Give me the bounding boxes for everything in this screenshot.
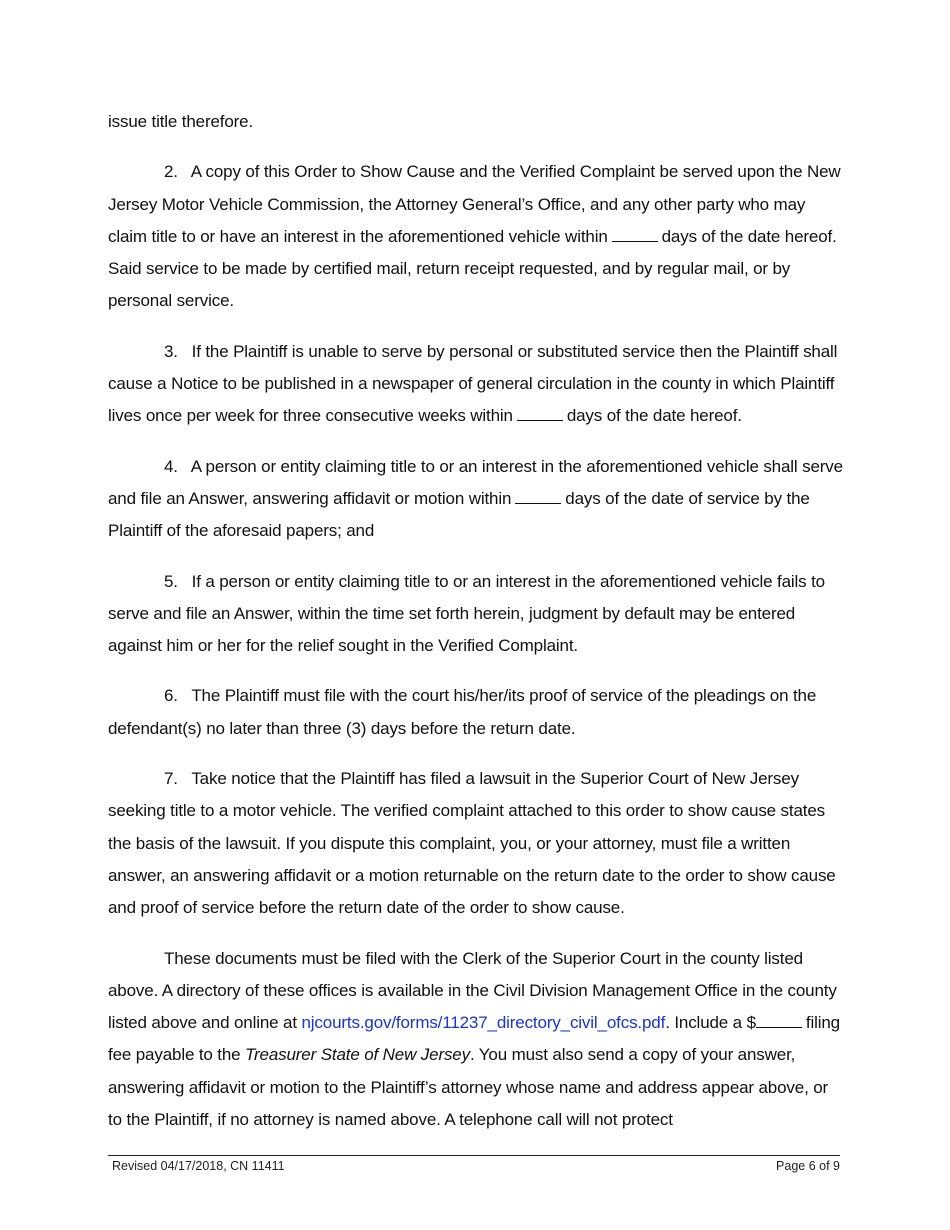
paragraph-text: filing fee payable to the [108,1013,840,1065]
paragraph-text: These documents must be filed with the Clerk of the Superior Court in the county listed above. A directory of these offices is available in the Civil Division Management Office in the county listed above and online at [108,948,837,1033]
paragraph-6 [108,680,846,745]
dollar-sign: $ [746,1013,756,1033]
footer-revision: Revised 04/17/2018, CN 11411 [112,1159,285,1173]
paragraph-text: If a person or entity claiming title to or an interest in the aforementioned vehicle fails to serve and file an Answer, within the time set forth herein, judgment by default may be entered against him or her for the relief sought in the Verified Complaint. [108,571,825,656]
paragraph-text: The Plaintiff must file with the court his/her/its proof of service of the pleadings on the defendant(s) no later than three (3) days before the return date. [108,686,817,738]
footer-page-number: Page 6 of 9 [776,1159,840,1173]
paragraph-number: 4. [164,456,178,476]
fee-blank-field[interactable] [756,1011,802,1028]
paragraph-7 [108,763,846,924]
paragraph-3 [108,336,846,433]
paragraph-5 [108,566,846,663]
treasurer-text: Treasurer State of New Jersey [245,1045,470,1065]
paragraph-number: 6. [164,686,178,706]
days-blank-field[interactable] [517,404,563,421]
filing-instructions-paragraph [108,943,846,1137]
paragraph-2 [108,156,846,317]
days-blank-field[interactable] [515,487,561,504]
document-body [108,106,846,1154]
paragraph-text: days of the date hereof. Said service to be made by certified mail, return receipt requested, and by regular mail, or by personal service. [108,226,837,311]
paragraph-text: Take notice that the Plaintiff has filed a lawsuit in the Superior Court of New Jersey seeking title to a motor vehicle. The verified complaint attached to this order to show cause states the basis of the lawsuit. If you dispute this complaint, you, or your attorney, must file a written answer, an answering affidavit or a motion returnable on the return date to the order to show cause and proof of service before the return date of the order to show cause. [108,769,836,918]
intro-line: issue title therefore. [108,112,254,131]
paragraph-text: A person or entity claiming title to or an interest in the aforementioned vehicle shall serve and file an Answer, answering affidavit or motion within [108,456,843,508]
days-blank-field[interactable] [612,225,658,242]
footer-divider [108,1155,840,1156]
paragraph-number: 5. [164,571,178,591]
paragraph-number: 7. [164,769,178,789]
paragraph-number: 2. [164,162,178,182]
paragraph-text: If the Plaintiff is unable to serve by personal or substituted service then the Plaintiff shall cause a Notice to be published in a newspaper of general circulation in the county in which Plaintiff lives once per week for three consecutive weeks within [108,341,838,426]
directory-link[interactable]: njcourts.gov/forms/11237_directory_civil_ofcs.pdf [301,1013,666,1033]
paragraph-number: 3. [164,341,178,361]
paragraph-text: days of the date hereof. [566,406,742,426]
paragraph-text: . You must also send a copy of your answer, answering affidavit or motion to the Plaintiff’s attorney whose name and address appear above, or to the Plaintiff, if no attorney is named above. A telephone call will not protect [108,1045,829,1130]
paragraph-text: . Include a [665,1013,742,1033]
paragraph-4 [108,451,846,548]
paragraph-text: A copy of this Order to Show Cause and the Verified Complaint be served upon the New Jersey Motor Vehicle Commission, the Attorney General’s Office, and any other party who may claim title to or have an interest in the aforementioned vehicle within [108,162,841,246]
paragraph-text: days of the date of service by the Plaintiff of the aforesaid papers; and [108,488,810,541]
